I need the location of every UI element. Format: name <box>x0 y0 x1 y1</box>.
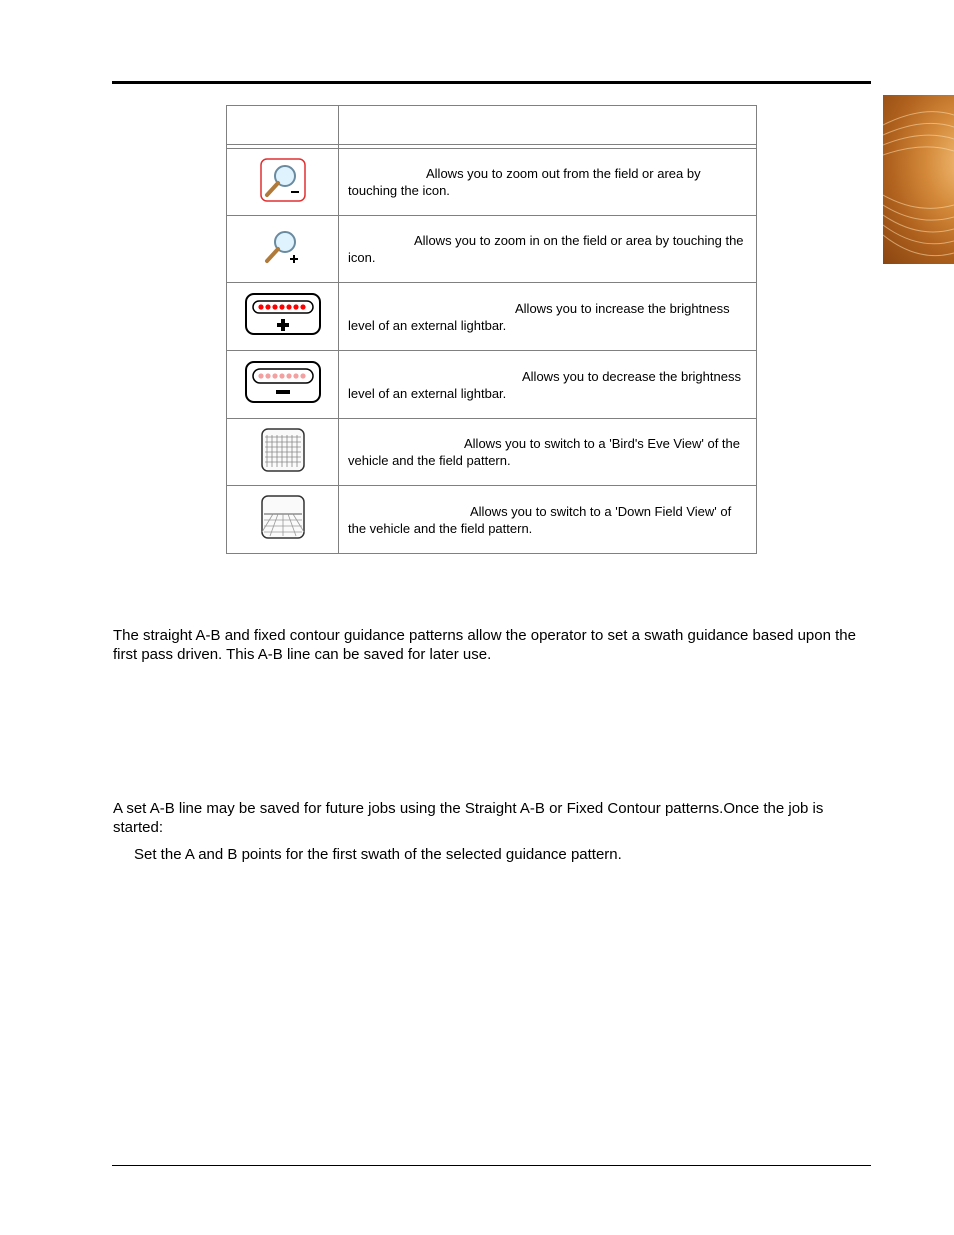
table-header-row <box>227 106 757 145</box>
zoom-out-description: Allows you to zoom out from the field or area by touching the icon. <box>348 166 701 198</box>
chapter-tab-graphic <box>883 95 954 264</box>
zoom-in-icon[interactable] <box>260 256 306 273</box>
table-row <box>227 283 757 351</box>
header-cell-description <box>339 106 757 145</box>
header-rule <box>112 81 871 84</box>
intro-paragraph: The straight A-B and fixed contour guidance patterns allow the operator to set a swath guidance based upon the first pass driven. This A-B line can be saved for later use. <box>113 627 856 663</box>
table-row <box>227 216 757 283</box>
birds-eye-view-icon[interactable] <box>260 460 306 477</box>
down-field-view-icon[interactable] <box>260 527 306 544</box>
step-paragraph: Set the A and B points for the first swath of the selected guidance pattern. <box>134 846 622 863</box>
table-row <box>227 486 757 554</box>
zoom-in-description: Allows you to zoom in on the field or area by touching the icon. <box>348 233 744 265</box>
brightness-down-description: Allows you to decrease the brightness level of an external lightbar. <box>348 368 741 401</box>
footer-rule <box>112 1165 871 1166</box>
lightbar-brightness-up-icon[interactable] <box>244 323 322 340</box>
zoom-out-icon[interactable] <box>260 189 306 206</box>
table-row <box>227 351 757 419</box>
table-row <box>227 419 757 486</box>
saved-line-paragraph: A set A-B line may be saved for future jobs using the Straight A-B or Fixed Contour patterns.Once the job is started: <box>113 800 824 836</box>
lightbar-brightness-down-icon[interactable] <box>244 391 322 408</box>
birds-eye-description: Allows you to switch to a 'Bird's Eve View' of the vehicle and the field pattern. <box>348 436 740 468</box>
table-row <box>227 149 757 216</box>
icon-reference-table <box>226 105 757 554</box>
down-field-description: Allows you to switch to a 'Down Field View' of the vehicle and the field pattern. <box>348 503 732 536</box>
brightness-up-description: Allows you to increase the brightness level of an external lightbar. <box>348 300 730 333</box>
header-cell-icon <box>227 106 339 145</box>
